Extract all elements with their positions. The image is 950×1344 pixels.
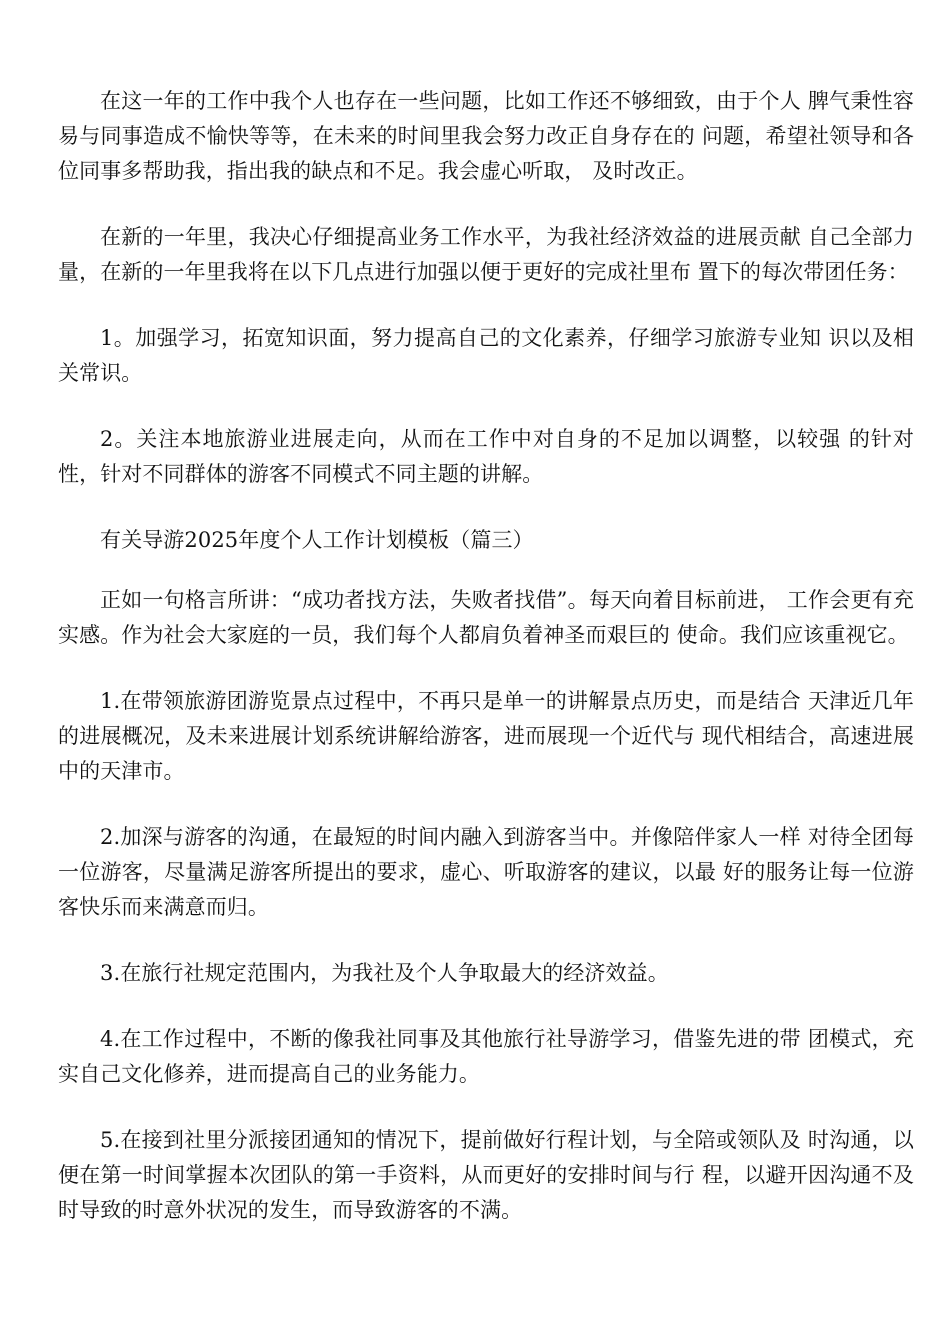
paragraph-item-2-trends: 2。关注本地旅游业进展走向，从而在工作中对自身的不足加以调整，以较强 的针对性，针对不同群体的游客不同模式不同主题的讲解。: [58, 427, 914, 486]
paragraph-plan-4: 4.在工作过程中，不断的像我社同事及其他旅行社导游学习，借鉴先进的带 团模式，充实自己文化修养，进而提高自己的业务能力。: [58, 1027, 914, 1086]
paragraph-motto: 正如一句格言所讲：“成功者找方法，失败者找借”。每天向着目标前进， 工作会更有充实感。作为社会大家庭的一员，我们每个人都肩负着神圣而艰巨的 使命。我们应该重视它。: [58, 588, 914, 647]
paragraph-new-year-goal: 在新的一年里，我决心仔细提高业务工作水平，为我社经济效益的进展贡献 自己全部力量，在新的一年里我将在以下几点进行加强以便于更好的完成社里布 置下的每次带团任务：: [58, 225, 914, 284]
paragraph-plan-1: 1.在带领旅游团游览景点过程中，不再只是单一的讲解景点历史，而是结合 天津近几年的进展概况，及未来进展计划系统讲解给游客，进而展现一个近代与 现代相结合，高速进展中的天津市。: [58, 689, 914, 783]
paragraph-problems: 在这一年的工作中我个人也存在一些问题，比如工作还不够细致，由于个人 脾气秉性容易与同事造成不愉快等等，在未来的时间里我会努力改正自身存在的 问题，希望社领导和各位同事多帮助我，指出我的缺点和不足。我会虚心听取， 及时改正。: [58, 89, 914, 183]
section-title: 有关导游2025年度个人工作计划模板（篇三）: [100, 528, 534, 552]
paragraph-plan-2: 2.加深与游客的沟通，在最短的时间内融入到游客当中。并像陪伴家人一样 对待全团每一位游客，尽量满足游客所提出的要求，虚心、听取游客的建议，以最 好的服务让每一位游客快乐而来满意而归。: [58, 825, 914, 919]
paragraph-item-1-study: 1。加强学习，拓宽知识面，努力提高自己的文化素养，仔细学习旅游专业知 识以及相关常识。: [58, 326, 914, 385]
paragraph-plan-3: 3.在旅行社规定范围内，为我社及个人争取最大的经济效益。: [100, 961, 669, 985]
paragraph-plan-5: 5.在接到社里分派接团通知的情况下，提前做好行程计划，与全陪或领队及 时沟通，以便在第一时间掌握本次团队的第一手资料，从而更好的安排时间与行 程，以避开因沟通不及时导致的时意外状况的发生，而导致游客的不满。: [58, 1128, 914, 1222]
document-page: [58, 84, 914, 1259]
